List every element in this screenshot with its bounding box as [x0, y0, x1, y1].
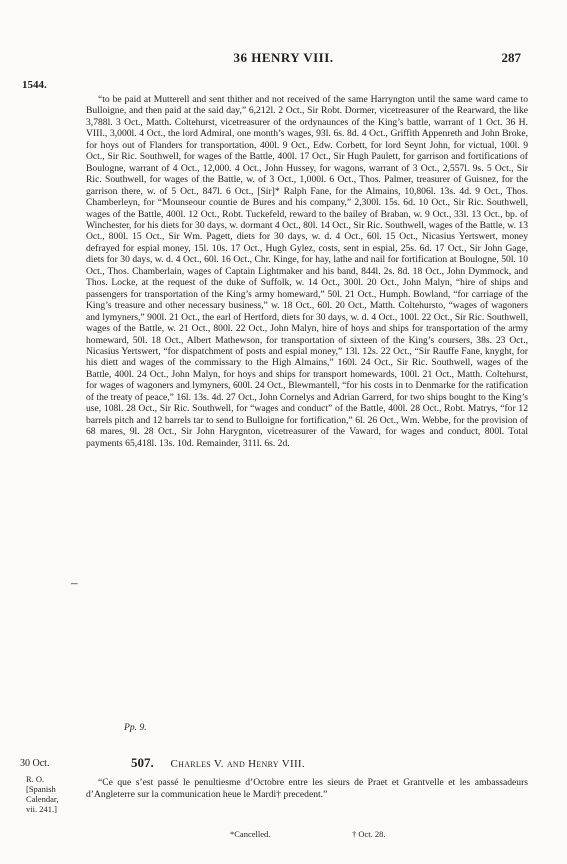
entry-date: 30 Oct. [20, 758, 50, 769]
source-line: Calendar, [26, 794, 59, 804]
page-count-note: Pp. 9. [124, 722, 147, 733]
footnote-cancelled: *Cancelled. [230, 829, 271, 839]
source-line: [Spanish [26, 784, 56, 794]
body-paragraph: “to be paid at Mutterell and sent thither and not received of the same Harryngton until the same ward came to Bulloigne, and then paid at the said day,” 6,212l. 2 Oct., Sir Robt. Dormer, vicetreasurer of the Rearward, the like 3,788l. 3 Oct., Matth. Coltehurst, vicetreasurer of the ordynaunces of the King’s battle, warrant of 1 Oct. 36 H. VIII., 3,000l. 4 Oct., the lord Admiral, one month’s wages, 93l. 6s. 8d. 4 Oct., Griffith Appenreth and John Broke, for hoys out of Flanders for transportation, 400l. 9 Oct., Edw. Corbett, for lord Seynt John, for victual, 100l. 9 Oct., Sir Ric. Southwell, for wages of the Battle, 400l. 17 Oct., Sir Hugh Paulett, for garrison and fortifications of Boulogne, warrant of 4 Oct., 12,000. 4 Oct., John Hussey, for wagons, warrant of 3 Oct., 2,557l. 9s. 5 Oct., Sir Ric. Southwell, for wages of the Battle, w. of 3 Oct., 1,000l. 6 Oct., Thos. Palmer, treasurer of Guisnez, for the garrison there, w. of 5 Oct., 847l. 6 Oct., [Sir]* Ralph Fane, for the Almains, 10,806l. 13s. 4d. 9 Oct., Thos. Chamberleyn, for “Mounseour countie de Bures and his company,” 2,300l. 15s. 6d. 10 Oct., Sir Ric. Southwell, wages of the Battle, 400l. 12 Oct., Robt. Tuckefeld, reward to the bailey of Braban, w. 9 Oct., 33l. 13 Oct., bp. of Winchester, for his diets for 30 days, w. dormant 4 Oct., 80l. 14 Oct., Sir Ric. Southwell, wages of the Battle, w. 13 Oct., 800l. 15 Oct., Sir Wm. Pagett, diets for 30 days, w. d. 4 Oct., 60l. 15 Oct., Nicasius Yertswert, money defrayed for espial money, 15l. 10s. 17 Oct., Hugh Gylez, costs, sent in espial, 25s. 6d. 17 Oct., Sir John Gage, diets for 30 days, w. d. 4 Oct., 60l. 16 Oct., Chr. Kinge, for hay, lathe and nail for fortification at Boulogne, 50l. 10 Oct., Thos. Chamberlain, wages of Captain Lightmaker and his band, 844l. 2s. 8d. 18 Oct., John Dymmock, and Thos. Locke, at the request of the duke of Suffolk, w. 14 Oct., 300l. 20 Oct., John Malyn, “hire of ships and passengers for transportation of the King’s army homeward,” 50l. 21 Oct., Humph. Bowland, “for carriage of the King’s treasure and other necessary business,” w. 18 Oct., 60l. 20 Oct., Matth. Coltehursto, “wages of wagoners and lymyners,” 900l. 21 Oct., the earl of Hertford, diets for 30 days, w. d. 4 Oct., 100l. 22 Oct., Sir Ric. Southwell, wages of the Battle, w. 21 Oct., 800l. 22 Oct., John Malyn, hire of hoys and ships for transportation of the army homeward, 50l. 18 Oct., Albert Mathewson, for transportation of sixteen of the King’s coursers, 38s. 23 Oct., Nicasius Yertswert, “for dispatchment of posts and espial money,” 13l. 12s. 22 Oct., “Sir Rauffe Fane, knyght, for his diett and wages of the commissary to the High Almains,” 160l. 24 Oct., Sir Ric. Southwell, wages of the Battle, 400l. 24 Oct., John Malyn, for hoys and ships for transport homewards, 100l. 21 Oct., Matth. Coltehurst, for wages of wagoners and lymyners, 600l. 24 Oct., Blewmantell, “for his costs in to Denmarke for the ratification of the treaty of peace,” 16l. 13s. 4d. 27 Oct., John Cornelys and Adrian Garrerd, for two ships bought to the King’s use, 108l. 28 Oct., Sir Ric. Southwell, for “wages and conduct” of the Battle, 400l. 28 Oct., Robt. Matrys, “for 12 barrels pitch and 12 barrels tar to send to Bulloigne for fortification,” 6l. 26 Oct., Wm. Webbe, for the provision of 68 mares, 9l. 28 Oct., Sir John Harygnton, vicetreasurer of the Vaward, for wages and conduct, 800l. Total payments 65,418l. 13s. 10d. Remainder, 311l. 6s. 2d. [86, 94, 528, 449]
margin-mark: – [71, 575, 78, 590]
page-number: 287 [501, 50, 521, 65]
footnote-date: † Oct. 28. [352, 829, 386, 839]
entry-source [26, 774, 58, 814]
margin-year: 1544. [22, 79, 47, 91]
main-body [86, 94, 528, 449]
running-head [0, 50, 567, 66]
entry-title: Charles V. and Henry VIII. [170, 758, 305, 770]
entry-number: 507. [131, 755, 154, 770]
source-line: vii. 241.] [26, 804, 57, 814]
page-header-title: 36 HENRY VIII. [233, 50, 334, 65]
entry-heading [131, 755, 305, 771]
source-line: R. O. [26, 774, 45, 784]
entry-text: “Ce que s’est passé le penultiesme d’Octobre entre les sieurs de Praet et Grantvelle et les ambassadeurs d’Angleterre sur la communication heue le Mardi† precedent.” [86, 777, 528, 800]
